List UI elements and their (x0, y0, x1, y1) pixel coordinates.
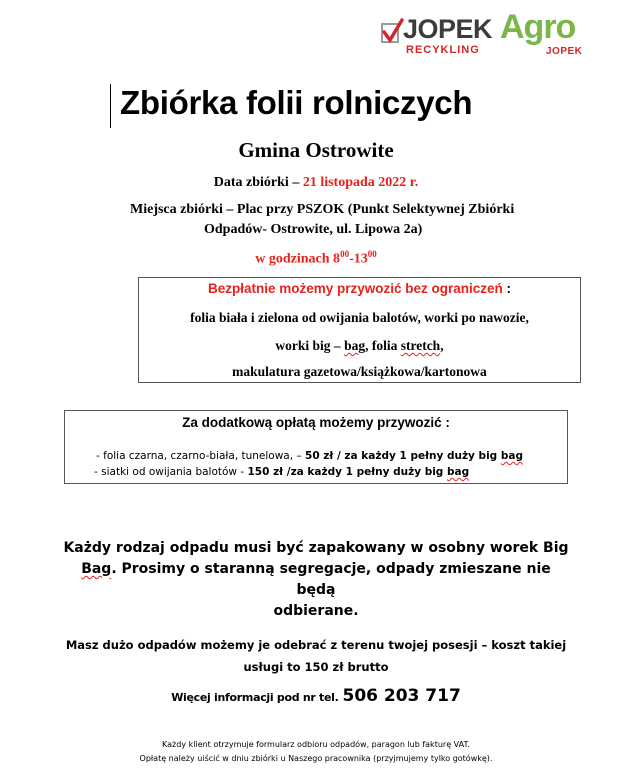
collection-place-line2: Odpadów- Ostrowite, ul. Lipowa 2a) (204, 222, 423, 237)
jopek-logo-sub: RECYKLING (406, 44, 480, 56)
free-items-line3: makulatura gazetowa/książkowa/kartonowa (232, 364, 487, 379)
hours-prefix: w godzinach 8 (255, 251, 341, 267)
pickup-service-info (60, 634, 572, 678)
contact-label: Więcej informacji pod nr tel. (171, 691, 339, 704)
notice-line2 (60, 559, 572, 601)
page-title: Zbiórka folii rolniczych (120, 84, 473, 121)
free-line2-part-a: worki big – (275, 338, 345, 353)
free-line2-part-e: , (440, 338, 444, 353)
notice-line1: Każdy rodzaj odpadu musi być zapakowany w osobny worek Big (63, 540, 569, 556)
hours-sep: -13 (349, 251, 368, 267)
title-divider (110, 84, 111, 128)
checkmark-icon (380, 18, 404, 52)
date-label: Data zbiórki – (213, 175, 303, 190)
free-items-line1: folia biała i zielona od owijania balotów, worki po nawozie, (190, 310, 529, 325)
packaging-notice (60, 538, 572, 622)
paid-item-2-bag: bag (446, 466, 470, 478)
free-items-heading-suffix: : (502, 281, 512, 296)
free-line2-bag: bag (344, 338, 366, 353)
footer-line1: Każdy klient otrzymuje formularz odbioru odpadów, paragon lub fakturę VAT. (162, 740, 470, 749)
jopek-logo-name: JOPEK (403, 14, 493, 44)
agro-logo-name: Agro (500, 8, 576, 46)
paid-item-2-price: 150 zł /za każdy 1 pełny duży big (247, 466, 447, 478)
paid-item-1-price: 50 zł / za każdy 1 pełny duży big (305, 450, 501, 462)
paid-item-1-bag: bag (500, 450, 523, 462)
paid-items-heading: Za dodatkową opłatą możemy przywozić : (182, 415, 450, 430)
paid-item-1 (96, 450, 523, 462)
footer-line2: Opłatę należy uiścić w dniu zbiórki u Naszego pracownika (przyjmujemy tylko gotówkę). (139, 754, 493, 763)
free-items-heading (138, 281, 581, 296)
paid-item-1-text: - folia czarna, czarno-biała, tunelowa, – (96, 450, 306, 462)
collection-date (0, 175, 632, 191)
paid-item-2 (94, 466, 469, 478)
contact-phone: 506 203 717 (342, 686, 461, 706)
paid-item-2-text: - siatki od owijania balotów - (94, 466, 248, 478)
free-line2-stretch: stretch (400, 338, 441, 353)
notice-line2-rest: . Prosimy o staranną segregacje, odpady zmieszane nie będą (111, 561, 551, 598)
collection-hours (0, 249, 632, 268)
contact-info (0, 686, 632, 706)
pickup-line1: Masz dużo odpadów możemy je odebrać z terenu twojej posesji – koszt takiej (65, 638, 567, 652)
notice-line3: odbierane. (273, 603, 359, 619)
free-items-line2 (138, 338, 581, 354)
pickup-line2: usługi to 150 zł brutto (243, 660, 389, 674)
hours-start-sup: 00 (340, 249, 350, 259)
notice-bag: Bag (81, 561, 112, 577)
page-subtitle: Gmina Ostrowite (238, 138, 394, 162)
date-value: 21 listopada 2022 r. (302, 175, 419, 190)
collection-place-line1: Miejsca zbiórki – Plac przy PSZOK (Punkt Selektywnej Zbiórki (130, 202, 515, 217)
hours-end-sup: 00 (367, 249, 377, 259)
free-items-heading-text: Bezpłatnie możemy przywozić bez ograniczeń (207, 281, 503, 296)
free-line2-part-c: , folia (365, 338, 401, 353)
agro-logo-sub: JOPEK (546, 46, 583, 57)
